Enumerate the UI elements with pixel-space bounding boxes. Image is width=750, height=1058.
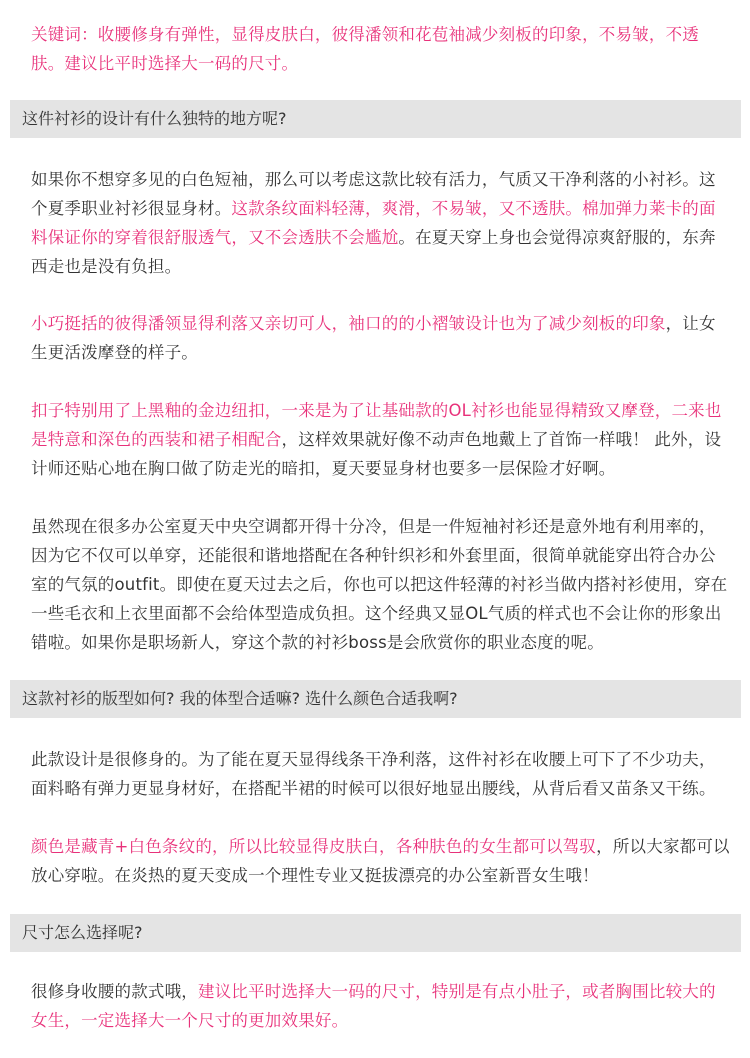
paragraph-collar: 小巧挺括的彼得潘领显得利落又亲切可人，袖口的的小褶皱设计也为了减少刻板的印象，让女生更活泼摩登的样子。 <box>31 314 716 362</box>
section-header-design <box>10 100 741 138</box>
paragraph-slim-fit: 此款设计是很修身的。为了能在夏天显得线条干净利落，这件衬衫在收腰上可下了不少功夫，面料略有弹力更显身材好，在搭配半裙的时候可以很好地显出腰线，从背后看又苗条又干练。 <box>31 750 716 798</box>
section-title: 这件衬衫的设计有什么独特的地方呢? <box>22 109 287 128</box>
keywords-text: 关键词：收腰修身有弹性，显得皮肤白，彼得潘领和花苞袖减少刻板的印象，不易皱，不透肤。建议比平时选择大一码的尺寸。 <box>31 25 699 73</box>
paragraph-fabric: 如果你不想穿多见的白色短袖，那么可以考虑这款比较有活力，气质又干净利落的小衬衫。这个夏季职业衬衫很显身材。这款条纹面料轻薄，爽滑，不易皱，又不透肤。棉加弹力莱卡的面料保证你的穿着很舒服透气，又不会透肤不会尴尬。在夏天穿上身也会觉得凉爽舒服的，东奔西走也是没有负担。 <box>31 170 716 276</box>
section-title: 尺寸怎么选择呢? <box>22 923 143 942</box>
paragraph-buttons: 扣子特别用了上黑釉的金边纽扣，一来是为了让基础款的OL衬衫也能显得精致又摩登，二来也是特意和深色的西装和裙子相配合，这样效果就好像不动声色地戴上了首饰一样哦！ 此外，设计师还贴心地在胸口做了防走光的暗扣，夏天要显身材也要多一层保险才好啊。 <box>31 401 722 478</box>
section-title: 这款衬衫的版型如何? 我的体型合适嘛? 选什么颜色合适我啊? <box>22 689 458 708</box>
paragraph-size-advice: 很修身收腰的款式哦，建议比平时选择大一码的尺寸，特别是有点小肚子，或者胸围比较大的女生，一定选择大一个尺寸的更加效果好。 <box>31 982 716 1030</box>
section-header-fit <box>10 680 741 718</box>
paragraph-color: 颜色是藏青+白色条纹的，所以比较显得皮肤白，各种肤色的女生都可以驾驭，所以大家都可以放心穿啦。在炎热的夏天变成一个理性专业又挺拔漂亮的办公室新晋女生哦！ <box>31 837 730 885</box>
paragraph-versatility: 虽然现在很多办公室夏天中央空调都开得十分冷，但是一件短袖衬衫还是意外地有利用率的，因为它不仅可以单穿，还能很和谐地搭配在各种针织衫和外套里面，很简单就能穿出符合办公室的气氛的outfit。即使在夏天过去之后，你也可以把这件轻薄的衬衫当做内搭衬衫使用，穿在一些毛衣和上衣里面都不会给体型造成负担。这个经典又显OL气质的样式也不会让你的形象出错啦。如果你是职场新人，穿这个款的衬衫boss是会欣赏你的职业态度的呢。 <box>31 517 728 652</box>
section-header-size <box>10 914 741 952</box>
